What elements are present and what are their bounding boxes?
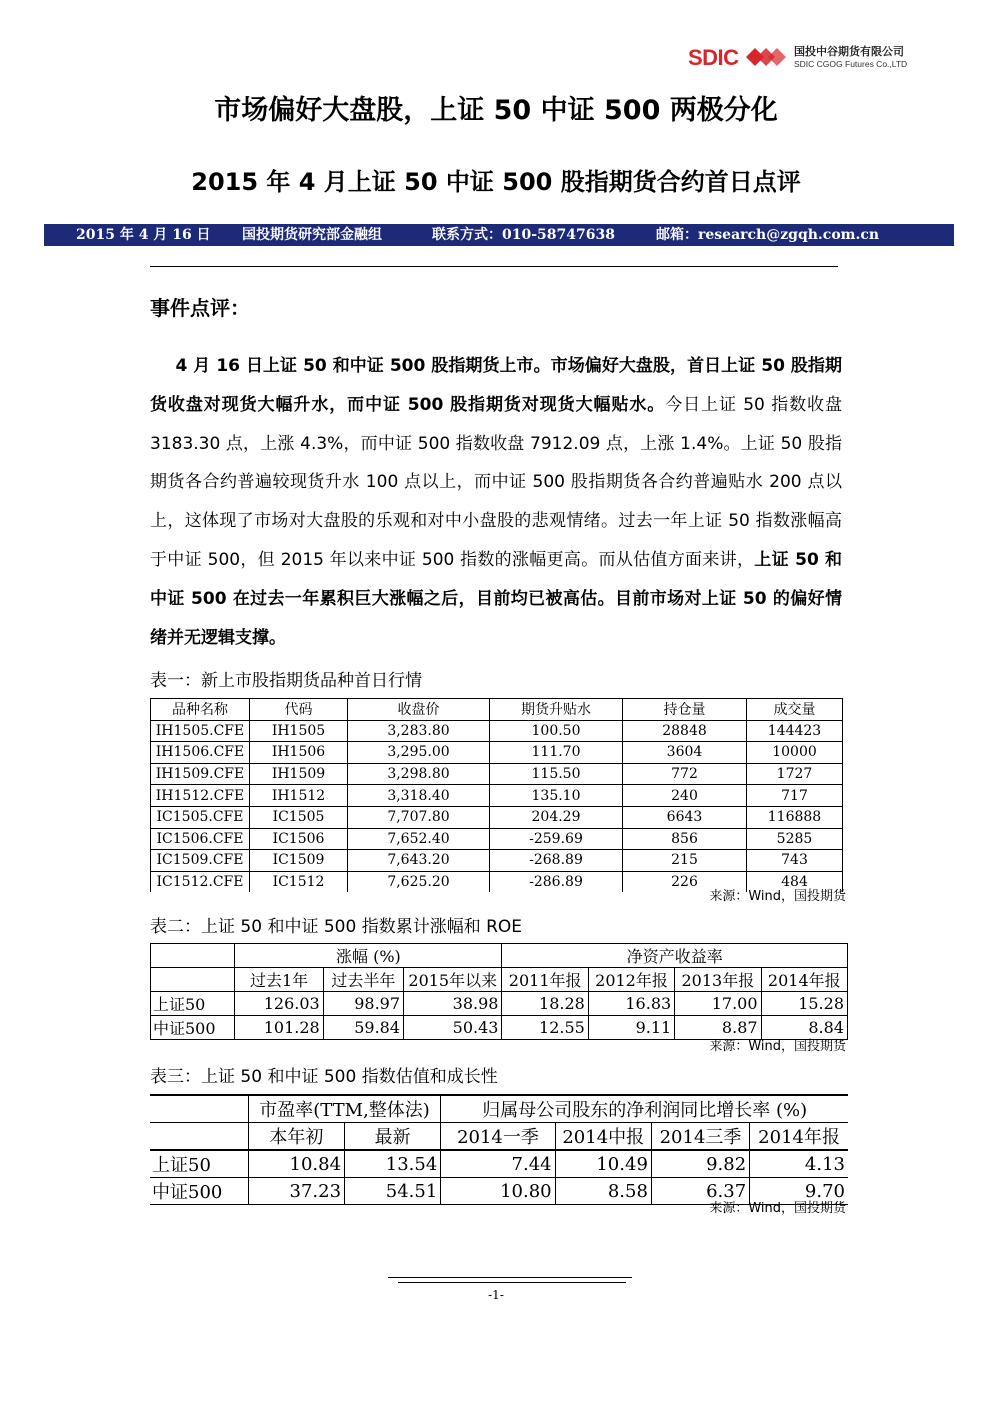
table-cell: 100.50	[490, 720, 623, 742]
table-cell: 6.37	[651, 1178, 749, 1205]
table-cell: 3,283.80	[348, 720, 490, 742]
table-cell: 7.44	[441, 1150, 555, 1178]
table-cell: 3,295.00	[348, 742, 490, 764]
table-header-cell	[151, 944, 235, 968]
table-cell: IH1506.CFE	[151, 742, 250, 764]
section-title: 事件点评：	[150, 296, 250, 320]
table-cell: IC1509.CFE	[151, 850, 250, 872]
table-cell: 9.11	[588, 1016, 674, 1040]
table-row	[151, 850, 843, 872]
table-cell: 3,318.40	[348, 785, 490, 807]
table-header-cell: 2012年报	[588, 968, 674, 992]
table-cell: 204.29	[490, 806, 623, 828]
table-group-header: 市盈率(TTM,整体法)	[248, 1095, 441, 1123]
table-cell: 144423	[747, 720, 843, 742]
table-header-row	[151, 944, 848, 968]
table-cell: 4.13	[750, 1150, 848, 1178]
table-header-cell: 持仓量	[623, 699, 747, 721]
table-header-row	[150, 1095, 848, 1123]
page-subtitle: 2015 年 4 月上证 50 中证 500 股指期货合约首日点评	[191, 168, 801, 196]
info-banner	[44, 224, 954, 246]
table-cell: IC1506.CFE	[151, 828, 250, 850]
table-cell: 8.87	[675, 1016, 761, 1040]
table-header-cell	[151, 968, 235, 992]
table-cell: 9.82	[651, 1150, 749, 1178]
banner-date: 2015 年 4 月 16 日	[76, 227, 211, 243]
company-logo	[688, 40, 928, 76]
table-row	[151, 720, 843, 742]
table-cell: IH1505	[250, 720, 348, 742]
para-bold-conclusion: 上证 50 和中证 500 在过去一年累积巨大涨幅之后，目前均已被高估。目前市场对上证 50 的偏好情绪并无逻辑支撑。	[150, 549, 842, 648]
table-cell: IH1512	[250, 785, 348, 807]
table-header-cell: 本年初	[248, 1123, 344, 1151]
table-header-cell: 最新	[345, 1123, 441, 1151]
table-cell: IH1509.CFE	[151, 763, 250, 785]
table-row	[150, 1150, 848, 1178]
table-header-row	[150, 1123, 848, 1151]
table-header-cell: 期货升贴水	[490, 699, 623, 721]
footer-divider	[388, 1277, 632, 1278]
table-row	[151, 992, 848, 1016]
table-header-cell	[150, 1095, 248, 1123]
table-cell: -259.69	[490, 828, 623, 850]
table-cell: 16.83	[588, 992, 674, 1016]
table2-caption: 表二：上证 50 和中证 500 指数累计涨幅和 ROE	[150, 917, 523, 937]
table-cell: IC1505	[250, 806, 348, 828]
table-cell: 135.10	[490, 785, 623, 807]
table-cell: 10.80	[441, 1178, 555, 1205]
table-header-cell: 2013年报	[675, 968, 761, 992]
table-cell: 215	[623, 850, 747, 872]
table-cell: 717	[747, 785, 843, 807]
table-row	[151, 785, 843, 807]
table1	[150, 698, 843, 892]
table-header-row	[151, 968, 848, 992]
table-cell: 1727	[747, 763, 843, 785]
banner-department: 国投期货研究部金融组	[242, 227, 382, 243]
footer-divider	[398, 1282, 626, 1283]
table-cell: 7,652.40	[348, 828, 490, 850]
table-cell: 8.58	[555, 1178, 651, 1205]
table2	[150, 943, 848, 1040]
table-cell: IH1512.CFE	[151, 785, 250, 807]
table-cell: 38.98	[404, 992, 502, 1016]
table-header-cell: 过去半年	[323, 968, 403, 992]
table-cell: 743	[747, 850, 843, 872]
table-cell: 856	[623, 828, 747, 850]
table3-source: 来源：Wind，国投期货	[709, 1201, 846, 1216]
table-cell: 111.70	[490, 742, 623, 764]
table-cell: 3,298.80	[348, 763, 490, 785]
table-cell: 240	[623, 785, 747, 807]
table-cell: 101.28	[235, 1016, 323, 1040]
table-cell: 12.55	[502, 1016, 588, 1040]
table-cell: 484	[747, 871, 843, 892]
table-header-cell: 2014三季	[651, 1123, 749, 1151]
table-cell: IC1505.CFE	[151, 806, 250, 828]
table-cell: 28848	[623, 720, 747, 742]
table-group-header: 归属母公司股东的净利润同比增长率 (%)	[441, 1095, 848, 1123]
commentary-paragraph	[150, 347, 842, 657]
table-cell: -268.89	[490, 850, 623, 872]
table-cell: 13.54	[345, 1150, 441, 1178]
table-cell: 10000	[747, 742, 843, 764]
table-cell: 98.97	[323, 992, 403, 1016]
table-cell: 7,707.80	[348, 806, 490, 828]
table-header-cell: 2014年报	[750, 1123, 848, 1151]
table-cell: 5285	[747, 828, 843, 850]
table-cell: 115.50	[490, 763, 623, 785]
table-header-cell	[150, 1123, 248, 1151]
page-number: -1-	[488, 1288, 504, 1302]
table-cell: 54.51	[345, 1178, 441, 1205]
logo-diamond-icon	[744, 44, 788, 70]
page-title: 市场偏好大盘股，上证 50 中证 500 两极分化	[214, 95, 778, 126]
table-cell: IC1509	[250, 850, 348, 872]
table-header-cell: 收盘价	[348, 699, 490, 721]
table-cell: 126.03	[235, 992, 323, 1016]
para-body: 今日上证 50 指数收盘 3183.30 点，上涨 4.3%，而中证 500 指数收盘 7912.09 点，上涨 1.4%。上证 50 股指期货各合约普遍较现货升水 100 点以上，而中证 500 股指期货各合约普遍贴水 200 点以上，这体现了市场对大盘股的乐观和对中小盘股的悲观情绪。过去一年上证 50 指数涨幅高于中证 500，但 2015 年以来中证 500 指数的涨幅更高。而从估值方面来讲，	[150, 394, 842, 570]
table-cell: 10.84	[248, 1150, 344, 1178]
table-cell: 772	[623, 763, 747, 785]
table-cell: 15.28	[761, 992, 847, 1016]
table-cell: 7,625.20	[348, 871, 490, 892]
table-cell: 7,643.20	[348, 850, 490, 872]
table-row	[151, 763, 843, 785]
table-cell: -286.89	[490, 871, 623, 892]
table-cell: IC1512.CFE	[151, 871, 250, 892]
table-cell: IH1509	[250, 763, 348, 785]
table-header-cell: 2014年报	[761, 968, 847, 992]
table-header-cell: 2014中报	[555, 1123, 651, 1151]
table-cell: IC1506	[250, 828, 348, 850]
table-cell: 10.49	[555, 1150, 651, 1178]
row-label: 中证500	[152, 1182, 223, 1203]
table-cell: 50.43	[404, 1016, 502, 1040]
table3	[150, 1094, 848, 1205]
table-cell: 116888	[747, 806, 843, 828]
table-group-header: 涨幅 (%)	[235, 944, 502, 968]
table-cell: 3604	[623, 742, 747, 764]
table-row	[151, 828, 843, 850]
table2-source: 来源：Wind，国投期货	[709, 1039, 846, 1054]
table-cell: 9.70	[750, 1178, 848, 1205]
banner-email: 邮箱：research@zgqh.com.cn	[656, 227, 880, 243]
divider	[150, 266, 838, 267]
logo-brand: SDIC	[688, 45, 739, 70]
table1-caption: 表一：新上市股指期货品种首日行情	[150, 671, 422, 691]
row-label: 上证50	[150, 1150, 248, 1178]
table1-source: 来源：Wind，国投期货	[709, 889, 846, 904]
para-bold-lead: 4 月 16 日上证 50 和中证 500 股指期货上市。市场偏好大盘股，首日上证 50 股指期货收盘对现货大幅升水，而中证 500 股指期货对现货大幅贴水。	[150, 356, 842, 415]
table-cell: 8.84	[761, 1016, 847, 1040]
table-cell: 59.84	[323, 1016, 403, 1040]
table-cell: 6643	[623, 806, 747, 828]
table3-caption: 表三：上证 50 和中证 500 指数估值和成长性	[150, 1067, 498, 1087]
table-header-cell: 过去1年	[235, 968, 323, 992]
table-header-row	[151, 699, 843, 721]
table-cell: 17.00	[675, 992, 761, 1016]
table-row	[151, 742, 843, 764]
table-cell: IC1512	[250, 871, 348, 892]
table-group-header: 净资产收益率	[502, 944, 848, 968]
table-cell: IH1505.CFE	[151, 720, 250, 742]
table-cell: 18.28	[502, 992, 588, 1016]
table-cell: 37.23	[248, 1178, 344, 1205]
row-label: 中证500	[151, 1016, 235, 1040]
table-row	[151, 806, 843, 828]
table-cell: 226	[623, 871, 747, 892]
table-header-cell: 2015年以来	[404, 968, 502, 992]
table-header-cell: 成交量	[747, 699, 843, 721]
table-header-cell: 代码	[250, 699, 348, 721]
logo-company-en: SDIC CGOG Futures Co.,LTD	[794, 59, 908, 69]
table-header-cell: 品种名称	[151, 699, 250, 721]
row-label: 上证50	[151, 992, 235, 1016]
table-cell: IH1506	[250, 742, 348, 764]
banner-contact: 联系方式：010-58747638	[432, 227, 615, 243]
logo-company-cn: 国投中谷期货有限公司	[794, 45, 904, 58]
table-header-cell: 2014一季	[441, 1123, 555, 1151]
table-header-cell: 2011年报	[502, 968, 588, 992]
